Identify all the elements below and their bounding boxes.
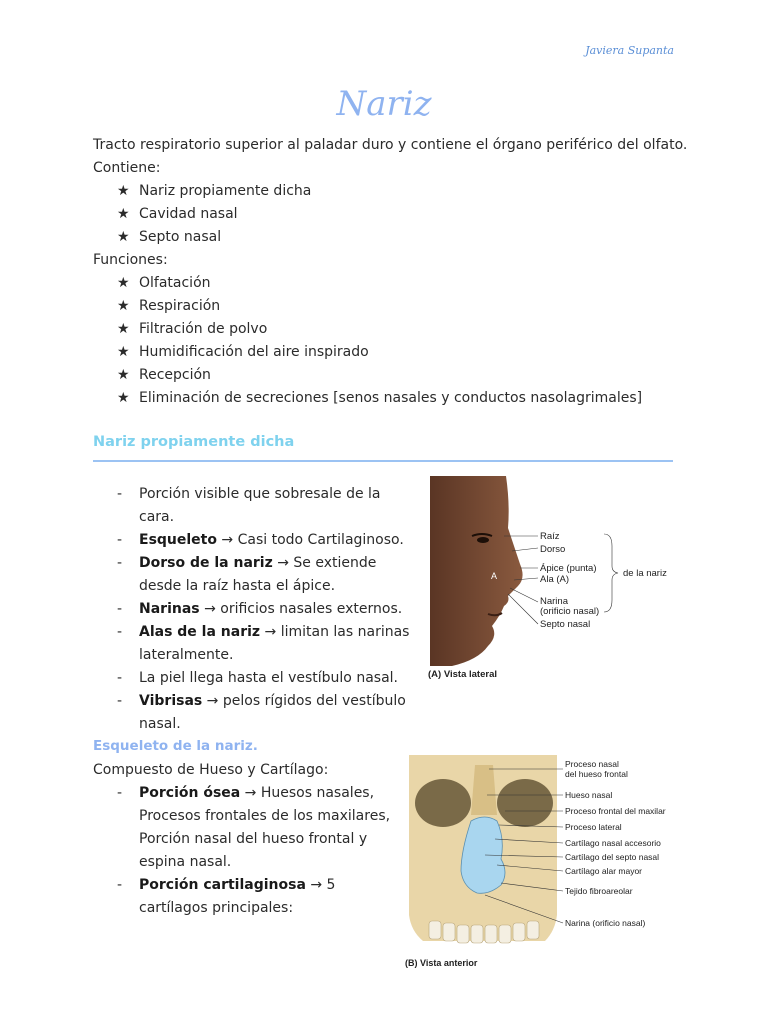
list-item: ★ Nariz propiamente dicha [117,180,693,203]
label-orificio: (orificio nasal) [540,606,600,617]
esqueleto-intro: Compuesto de Hueso y Cartílago: [93,762,329,778]
label-narina: Narina [540,596,568,607]
list-item: ★ Filtración de polvo [117,318,693,341]
label-proceso-lateral: Proceso lateral [565,822,622,832]
list-item: - Alas de la nariz → limitan las narinas lateralmente. [93,621,418,667]
figure-anterior-view [405,755,690,975]
label-hueso-nasal: Hueso nasal [565,790,613,800]
label-dorso: Dorso [540,544,566,555]
functions-list [93,272,693,410]
label-septo: Septo nasal [540,619,591,630]
nariz-propiamente-list [93,483,418,736]
label-narina: Narina (orificio nasal) [565,918,646,928]
label-apice: Ápice (punta) [540,563,597,574]
contains-list [93,180,693,249]
list-item: ★ Cavidad nasal [117,203,693,226]
label-proceso-frontal-maxilar: Proceso frontal del maxilar [565,806,666,816]
label-raiz: Raíz [540,531,560,542]
page-title: Nariz [336,84,432,124]
list-item: - La piel llega hasta el vestíbulo nasal. [93,667,418,690]
list-item: ★ Humidificación del aire inspirado [117,341,693,364]
label-brace: de la nariz [623,568,667,579]
list-item: ★ Olfatación [117,272,693,295]
section-heading-nariz-propiamente: Nariz propiamente dicha [93,434,295,450]
list-item: ★ Recepción [117,364,693,387]
section-heading-esqueleto: Esqueleto de la nariz. [93,738,258,754]
intro-sentence: Tracto respiratorio superior al paladar duro y contiene el órgano periférico del olfato. [93,137,688,153]
intro-section [93,134,693,410]
list-item: - Vibrisas → pelos rígidos del vestíbulo nasal. [93,690,418,736]
face-profile-image [430,476,523,666]
esqueleto-list [93,782,398,920]
author-name: Javiera Supanta [585,44,674,57]
section-divider [93,460,673,462]
list-item: ★ Eliminación de secreciones [senos nasales y conductos nasolagrimales] [117,387,693,410]
figure-caption: (B) Vista anterior [405,958,478,968]
label-ala: Ala (A) [540,574,570,585]
list-item: ★ Septo nasal [117,226,693,249]
label-proceso-nasal: Proceso nasal [565,759,619,769]
list-item: - Porción cartilaginosa → 5 cartílagos principales: [93,874,398,920]
label-cartilago-accesorio: Cartílago nasal accesorio [565,838,661,848]
list-item: ★ Respiración [117,295,693,318]
figure-caption: (A) Vista lateral [428,669,497,680]
figure-lateral-view [428,476,678,686]
label-cartilago-septo: Cartílago del septo nasal [565,852,660,862]
list-item: - Dorso de la nariz → Se extiende desde la raíz hasta el ápice. [93,552,418,598]
label-hueso-frontal: del hueso frontal [565,769,628,779]
label-tejido-fibroareolar: Tejido fibroareolar [565,886,633,896]
ala-marker: A [491,571,498,581]
contains-label: Contiene: [93,160,161,176]
label-cartilago-alar: Cartílago alar mayor [565,866,643,876]
esqueleto-section [93,759,398,920]
list-item: - Porción visible que sobresale de la cara. [93,483,418,529]
list-item: - Narinas → orificios nasales externos. [93,598,418,621]
list-item: - Porción ósea → Huesos nasales, Procesos frontales de los maxilares, Porción nasal del hueso frontal y espina nasal. [93,782,398,874]
functions-label: Funciones: [93,252,168,268]
list-item: - Esqueleto → Casi todo Cartilaginoso. [93,529,418,552]
